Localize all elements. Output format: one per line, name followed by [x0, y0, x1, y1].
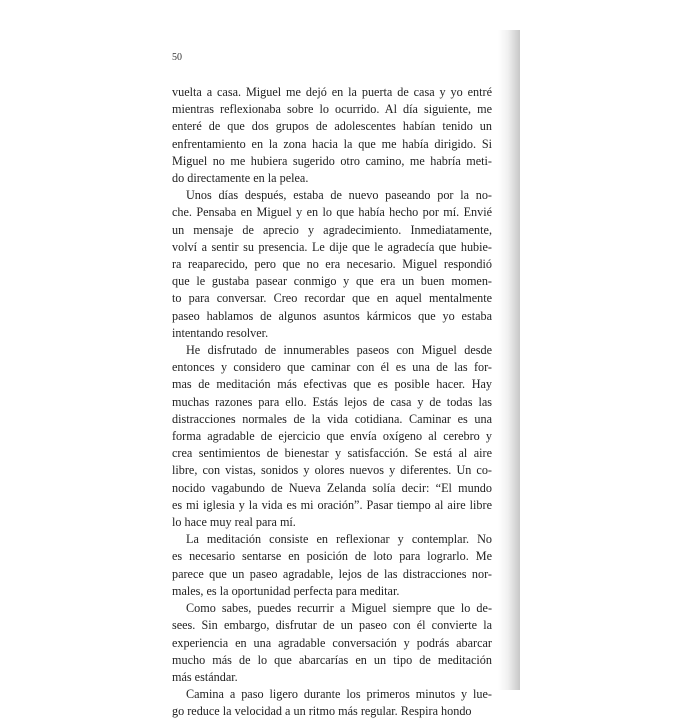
text-line: es necesario sentarse en posición de loto para lograrlo. Me: [172, 549, 492, 564]
text-line: mientras reflexionaba sobre lo ocurrido. Al día siguiente, me: [172, 102, 492, 117]
text-line: enteré de que dos grupos de adolescentes habían tenido un: [172, 119, 492, 134]
text-line: distracciones normales de la vida cotidiana. Caminar es una: [172, 411, 492, 426]
text-line: mucho más de lo que abarcarías en un tipo de meditación: [172, 652, 492, 667]
text-line: ra reaparecido, pero que no era necesario. Miguel respondió: [172, 257, 492, 272]
text-line: volví a sentir su presencia. Le dije que le agradecía que hubie-: [172, 239, 492, 254]
text-line: che. Pensaba en Miguel y en lo que había hecho por mí. Envié: [172, 205, 492, 220]
paragraph: [172, 531, 492, 600]
text-line: libre, con vistas, sonidos y olores nuevos y diferentes. Un co-: [172, 463, 492, 478]
text-line: experiencia en una agradable conversación y podrás abarcar: [172, 635, 492, 650]
body-text: [172, 84, 492, 721]
text-line: paseo hablamos de algunos asuntos kármicos que yo estaba: [172, 308, 492, 323]
text-line: He disfrutado de innumerables paseos con Miguel desde: [186, 343, 492, 358]
book-page: [150, 20, 520, 719]
text-line: to para conversar. Creo recordar que en aquel mentalmente: [172, 291, 492, 306]
page-number: 50: [172, 52, 182, 63]
paragraph: [172, 342, 492, 531]
paragraph: [172, 686, 492, 720]
paragraph: [172, 84, 492, 187]
text-line: forma agradable de ejercicio que envía oxígeno al cerebro y: [172, 429, 492, 444]
paragraph: [172, 600, 492, 686]
text-line: muchas razones para ello. Estás lejos de casa y de todas las: [172, 394, 492, 409]
text-line: un mensaje de aprecio y agradecimiento. Inmediatamente,: [172, 222, 492, 237]
text-line: nocido vagabundo de Nueva Zelanda solía decir: “El mundo: [172, 480, 492, 495]
text-line: más estándar.: [172, 669, 238, 684]
text-line: do directamente en la pelea.: [172, 171, 309, 186]
text-line: es mi iglesia y la vida es mi oración”. Pasar tiempo al aire libre: [172, 497, 492, 512]
text-line: males, es la oportunidad perfecta para meditar.: [172, 583, 400, 598]
text-line: sees. Sin embargo, disfrutar de un paseo con él convierte la: [172, 618, 492, 633]
text-line: Como sabes, puedes recurrir a Miguel siempre que lo de-: [186, 601, 492, 616]
text-line: Camina a paso ligero durante los primeros minutos y lue-: [186, 687, 492, 702]
text-line: entonces y considero que caminar con él es una de las for-: [172, 360, 492, 375]
paragraph: [172, 187, 492, 342]
text-line: parece que un paseo agradable, lejos de las distracciones nor-: [172, 566, 492, 581]
text-line: enfrentamiento en la zona hacia la que me había dirigido. Si: [172, 136, 492, 151]
text-line: vuelta a casa. Miguel me dejó en la puerta de casa y yo entré: [172, 85, 492, 99]
text-line: La meditación consiste en reflexionar y contemplar. No: [186, 532, 492, 547]
page-gutter-shadow: [498, 30, 520, 690]
text-line: mas de meditación más efectivas que es posible hacer. Hay: [172, 377, 492, 392]
text-line: que le gustaba pasear conmigo y que era un buen momen-: [172, 274, 492, 289]
text-line: Miguel no me hubiera sugerido otro camino, me habría meti-: [172, 153, 492, 168]
text-line: intentando resolver.: [172, 325, 269, 340]
text-line: go reduce la velocidad a un ritmo más regular. Respira hondo: [172, 704, 472, 719]
text-line: crea sentimientos de bienestar y satisfacción. Se está al aire: [172, 446, 492, 461]
text-line: lo hace muy real para mí.: [172, 515, 296, 530]
text-line: Unos días después, estaba de nuevo paseando por la no-: [186, 188, 492, 203]
